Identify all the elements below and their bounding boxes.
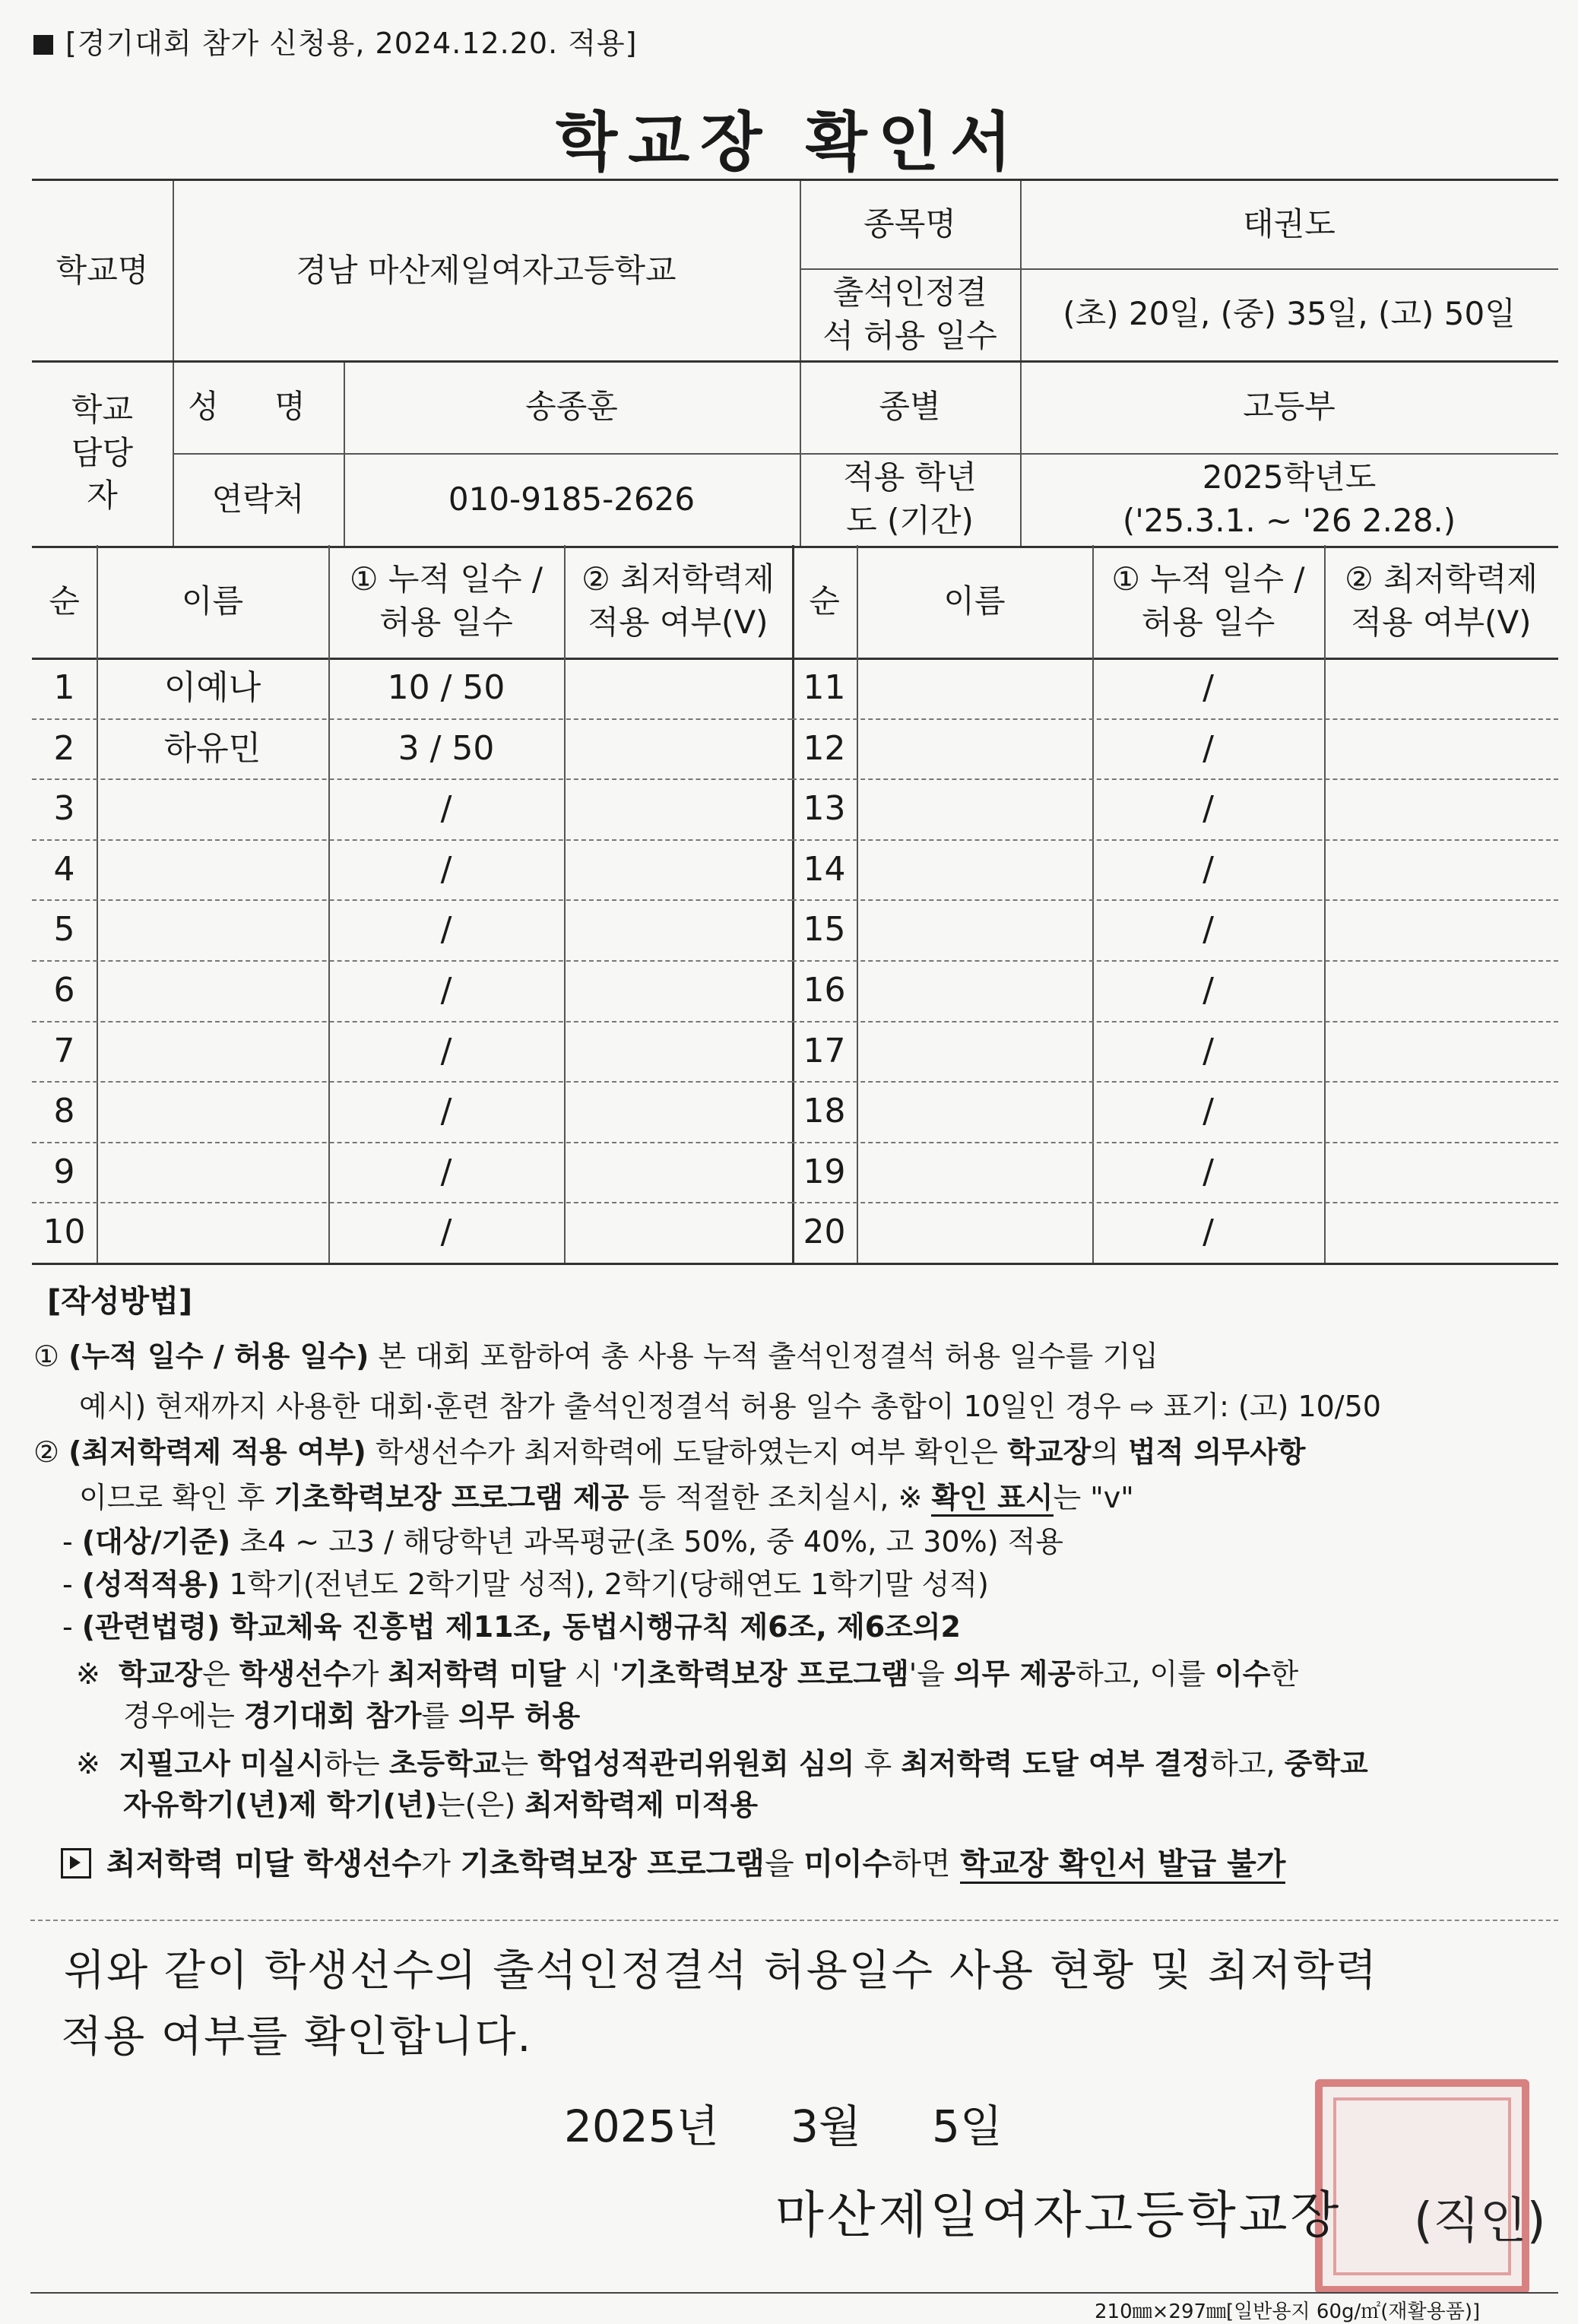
student-days-cell: / [440, 1213, 452, 1252]
note-2: ※ 지필고사 미실시하는 초등학교는 학업성적관리위원회 심의 후 최저학력 도달 여부 결정하고, 중학교 [76, 1747, 1368, 1780]
student-applied-cell [1324, 839, 1558, 900]
note-1-line2: 경우에는 경기대회 참가를 의무 허용 [123, 1699, 581, 1733]
instruction-1-example: 예시) 현재까지 사용한 대회·훈련 참가 출석인정결석 허용 일수 총합이 10일인 경우 ⇨ 표기: (고) 10/50 [79, 1390, 1381, 1423]
student-applied-cell [1324, 718, 1558, 779]
instruction-2-line2: 이므로 확인 후 기초학력보장 프로그램 제공 등 적절한 조치실시, ※ 확인 표시는 "v" [79, 1481, 1134, 1516]
student-applied-cell [1324, 1021, 1558, 1082]
student-applied-cell [564, 1081, 792, 1142]
student-days-cell: / [1203, 910, 1214, 950]
student-applied-cell [1324, 1081, 1558, 1142]
student-name-cell [857, 778, 1092, 839]
document-tag-text: [경기대회 참가 신청용, 2024.12.20. 적용] [65, 27, 638, 60]
student-name-cell [857, 839, 1092, 900]
date-day: 5일 [932, 2100, 1003, 2152]
student-no-cell: 9 [53, 1152, 75, 1191]
header-name-right: 이름 [943, 582, 1006, 620]
student-days-cell: / [440, 1092, 452, 1131]
arrow-box-icon [61, 1848, 91, 1879]
student-no-cell: 2 [53, 728, 75, 768]
student-days-cell: / [440, 1152, 452, 1191]
student-name-cell [857, 1021, 1092, 1082]
student-days-cell: / [1203, 1031, 1214, 1070]
student-name-cell [97, 1021, 328, 1082]
student-days-cell: / [1203, 849, 1214, 889]
student-applied-cell [1324, 960, 1558, 1021]
confirmation-line-2: 적용 여부를 확인합니다. [61, 2012, 533, 2062]
student-days-cell: / [1203, 971, 1214, 1010]
student-days-cell: / [440, 910, 452, 950]
student-days-cell: / [1203, 668, 1214, 708]
confirmation-line-1: 위와 같이 학생선수의 출석인정결석 허용일수 사용 현황 및 최저학력 [64, 1946, 1379, 1996]
student-no-cell: 17 [803, 1031, 846, 1070]
category-label: 종별 [879, 387, 941, 425]
year-period: ('25.3.1. ~ '26 2.28.) [1122, 502, 1456, 539]
student-name-cell [857, 718, 1092, 779]
student-table [32, 545, 1558, 1265]
principal-name: 마산제일여자고등학교장 [775, 2186, 1342, 2244]
note-1: ※ 학교장은 학생선수가 최저학력 미달 시 '기초학력보장 프로그램'을 의무 제공하고, 이를 이수한 [76, 1657, 1299, 1691]
info-table [32, 179, 1558, 548]
student-name-cell [857, 960, 1092, 1021]
note-2-line2: 자유학기(년)제 학기(년)는(은) 최저학력제 미적용 [123, 1788, 759, 1821]
student-days-cell: / [1203, 1213, 1214, 1252]
student-name-cell [97, 960, 328, 1021]
student-name-cell [97, 778, 328, 839]
event-value: 태권도 [1243, 205, 1336, 243]
section-divider [30, 1920, 1558, 1921]
header-applied-left: ② 최저학력제 적용 여부(V) [581, 560, 775, 641]
student-applied-cell [564, 778, 792, 839]
student-name-cell [97, 1142, 328, 1203]
instruction-2: ② (최저학력제 적용 여부) 학생선수가 최저학력에 도달하였는지 여부 확인은 학교장의 법적 의무사항 [33, 1435, 1306, 1469]
student-days-cell: / [1203, 1092, 1214, 1131]
seal-label: (직인) [1414, 2193, 1546, 2249]
header-applied-right: ② 최저학력제 적용 여부(V) [1345, 560, 1538, 641]
student-no-cell: 10 [43, 1213, 86, 1252]
student-days-cell: / [440, 1031, 452, 1070]
footer-line [30, 2292, 1558, 2294]
year-value: 2025학년도 [1202, 458, 1377, 496]
student-applied-cell [564, 718, 792, 779]
student-name-cell [97, 1202, 328, 1263]
student-no-cell: 12 [803, 728, 846, 768]
student-applied-cell [564, 899, 792, 960]
student-days-cell: / [1203, 1152, 1214, 1191]
student-applied-cell [1324, 1142, 1558, 1203]
absence-days-value: (초) 20일, (중) 35일, (고) 50일 [1063, 295, 1516, 333]
student-name-cell [857, 899, 1092, 960]
school-name-value: 경남 마산제일여자고등학교 [296, 251, 677, 289]
document-tag [33, 20, 638, 62]
student-no-cell: 19 [803, 1152, 846, 1191]
square-bullet-icon [33, 35, 53, 55]
student-no-cell: 11 [803, 668, 846, 708]
year-label: 적용 학년도 (기간) [843, 458, 977, 539]
page-title: 학교장 확인서 [555, 105, 1023, 179]
student-days-cell: / [1203, 728, 1214, 768]
header-no-left: 순 [49, 582, 80, 620]
student-applied-cell [1324, 778, 1558, 839]
instructions-heading: [작성방법] [47, 1284, 193, 1319]
student-applied-cell [1324, 899, 1558, 960]
student-no-cell: 18 [803, 1092, 846, 1131]
date-year: 2025년 [564, 2100, 719, 2152]
final-warning: 최저학력 미달 학생선수가 기초학력보장 프로그램을 미이수하면 학교장 확인서 발급 불가 [61, 1846, 1285, 1882]
student-applied-cell [564, 1021, 792, 1082]
manager-label: 학교 담당자 [71, 390, 134, 515]
school-name-label: 학교명 [55, 251, 149, 289]
student-no-cell: 15 [803, 910, 846, 950]
student-name-cell [857, 1081, 1092, 1142]
student-days-cell: / [440, 789, 452, 829]
student-applied-cell [564, 1202, 792, 1263]
student-no-cell: 16 [803, 971, 846, 1010]
student-applied-cell [564, 960, 792, 1021]
confirmation-statement [61, 1939, 1554, 2071]
student-no-cell: 5 [53, 910, 75, 950]
student-applied-cell [1324, 658, 1558, 718]
detail-law: - (관련법령) 학교체육 진흥법 제11조, 동법시행규칙 제6조, 제6조의2 [62, 1610, 961, 1644]
student-applied-cell [564, 1142, 792, 1203]
student-name-cell [97, 1081, 328, 1142]
student-applied-cell [1324, 1202, 1558, 1263]
header-name-left: 이름 [181, 582, 244, 620]
student-no-cell: 13 [803, 789, 846, 829]
student-name-cell [97, 839, 328, 900]
header-days-left: ① 누적 일수 / 허용 일수 [349, 560, 543, 641]
student-name-cell: 이예나 [163, 668, 261, 708]
detail-target: - (대상/기준) 초4 ~ 고3 / 해당학년 과목평균(초 50%, 중 40%, 고 30%) 적용 [62, 1525, 1064, 1558]
paper-spec: 210㎜×297㎜[일반용지 60g/㎡(재활용품)] [1095, 2300, 1481, 2323]
student-no-cell: 14 [803, 849, 846, 889]
student-name-cell: 하유민 [163, 728, 261, 768]
student-no-cell: 20 [803, 1213, 846, 1252]
student-name-cell [857, 658, 1092, 718]
student-no-cell: 1 [53, 668, 75, 708]
student-no-cell: 6 [53, 971, 75, 1010]
student-no-cell: 7 [53, 1031, 75, 1070]
contact-value: 010-9185-2626 [448, 480, 696, 518]
year-cell [1020, 453, 1558, 546]
header-days-right: ① 누적 일수 / 허용 일수 [1111, 560, 1305, 641]
instruction-1: ① (누적 일수 / 허용 일수) 본 대회 포함하여 총 사용 누적 출석인정결석 허용 일수를 기입 [33, 1340, 1158, 1373]
category-value: 고등부 [1243, 387, 1336, 425]
student-name-cell [857, 1202, 1092, 1263]
student-days-cell: 3 / 50 [398, 728, 495, 768]
student-days-cell: / [440, 849, 452, 889]
date-month: 3월 [791, 2100, 861, 2152]
detail-grades: - (성적적용) 1학기(전년도 2학기말 성적), 2학기(당해연도 1학기말 성적) [62, 1568, 989, 1601]
student-days-cell: 10 / 50 [387, 668, 505, 708]
student-applied-cell [564, 839, 792, 900]
header-no-right: 순 [809, 582, 840, 620]
student-applied-cell [564, 658, 792, 718]
student-name-cell [97, 899, 328, 960]
person-name-label: 성 명 [188, 387, 328, 425]
student-days-cell: / [440, 971, 452, 1010]
student-days-cell: / [1203, 789, 1214, 829]
absence-days-label: 출석인정결석 허용 일수 [822, 273, 997, 354]
event-label: 종목명 [863, 205, 956, 243]
student-no-cell: 4 [53, 849, 75, 889]
student-name-cell [857, 1142, 1092, 1203]
student-no-cell: 3 [53, 789, 75, 829]
student-no-cell: 8 [53, 1092, 75, 1131]
person-name-value: 송종훈 [525, 387, 618, 425]
contact-label: 연락처 [211, 480, 305, 518]
